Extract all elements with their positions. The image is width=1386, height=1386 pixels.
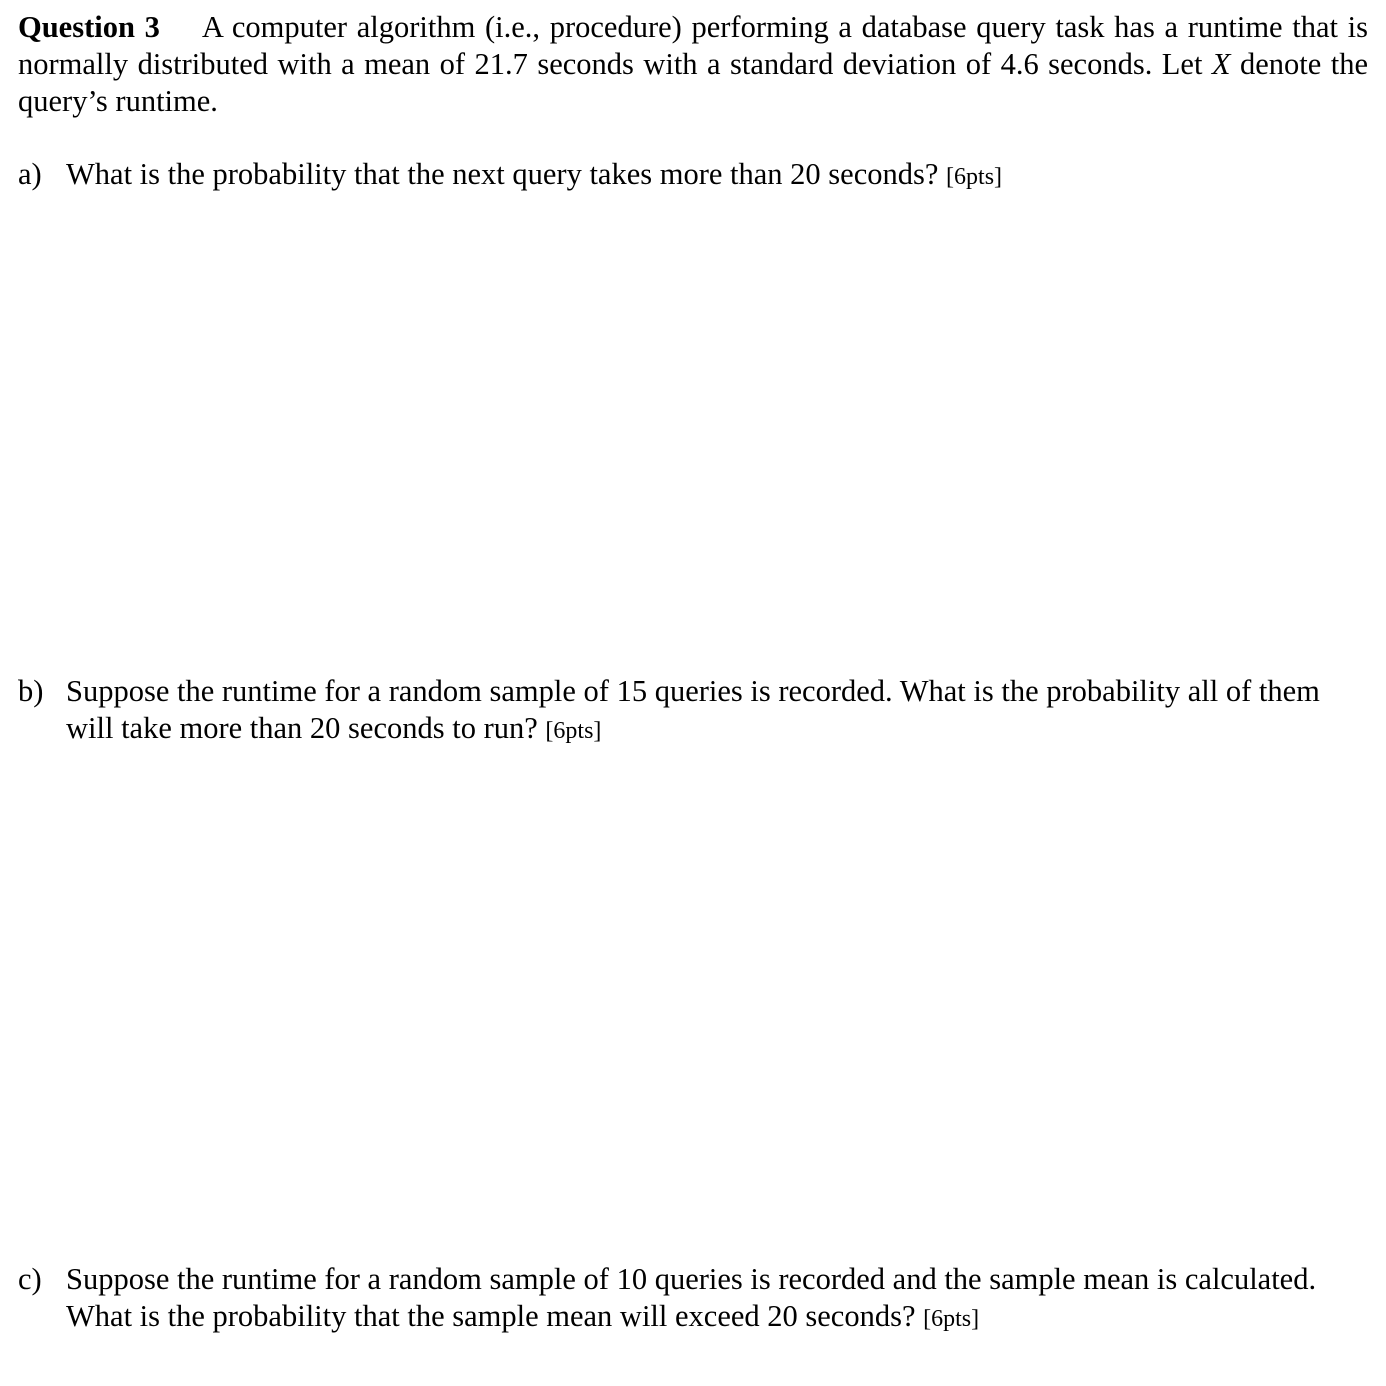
part-a-text-container [66,156,1368,196]
part-c-letter: c) [18,1262,42,1296]
part-c-text-container [66,1261,1368,1338]
part-c-points: [6pts] [923,1306,980,1332]
part-b-text-container [66,673,1368,750]
part-a [18,156,1368,196]
part-b-text: Suppose the runtime for a random sample of 15 queries is recorded. What is the probability all of them will take more than 20 seconds to run? [66,674,1320,745]
question-intro [18,9,1368,120]
part-a-letter: a) [18,157,42,191]
part-b [18,673,1368,750]
question-intro-text: A computer algorithm (i.e., procedure) performing a database query task has a runtime that is normally distributed with a mean of 21.7 seconds with a standard deviation of 4.6 seconds. Let [18,10,1369,81]
question-label: Question 3 [18,10,160,44]
part-b-points: [6pts] [545,718,602,744]
part-b-letter: b) [18,674,44,708]
variable-x: X [1211,47,1231,81]
part-a-points: [6pts] [946,164,1003,190]
part-a-text: What is the probability that the next query takes more than 20 seconds? [66,157,939,191]
question-intro-tail: denote the query’s runtime. [18,47,1368,118]
part-c [18,1261,1368,1338]
part-c-text: Suppose the runtime for a random sample of 10 queries is recorded and the sample mean is calculated. What is the probability that the sample mean will exceed 20 seconds? [66,1262,1317,1333]
